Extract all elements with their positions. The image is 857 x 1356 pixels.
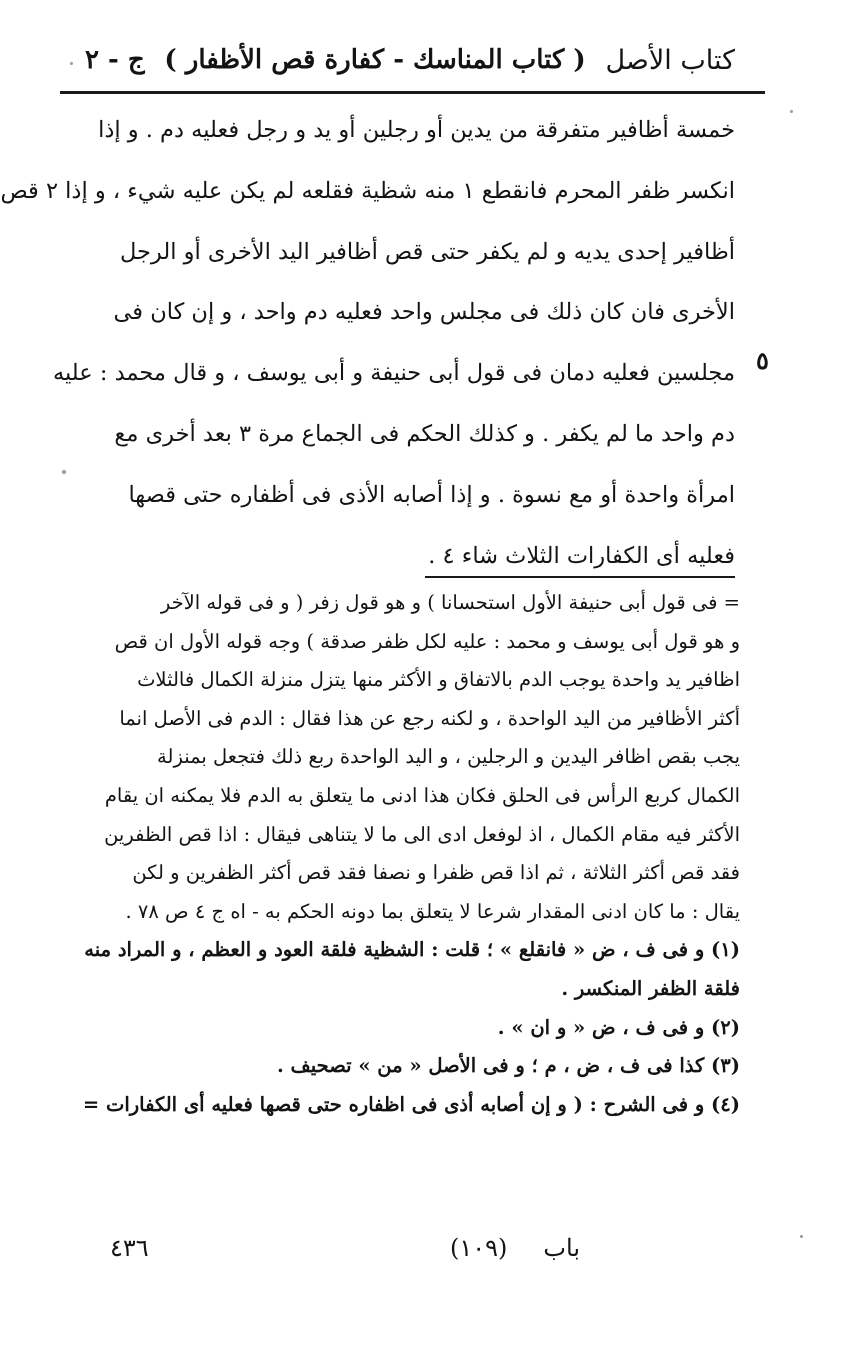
- section-title: ( كتاب المناسك - كفارة قص الأظفار ): [164, 45, 586, 75]
- page-footer: [110, 1228, 580, 1268]
- next-section-number: (١٠٩): [449, 1234, 508, 1262]
- book-title: كتاب الأصل: [605, 44, 735, 76]
- footnote-line: فلقة الظفر المنكسر .: [561, 976, 740, 1000]
- scan-speck: [790, 110, 793, 113]
- main-text-line: دم واحد ما لم يكفر . و كذلك الحكم فى الجماع مرة ٣ بعد أخرى مع: [114, 420, 735, 447]
- margin-line-number: ٥: [756, 346, 769, 375]
- footnote-line: (١) و فى ف ، ض « فانقلع » ؛ قلت : الشظية فلقة العود و العظم ، و المراد منه: [84, 938, 740, 962]
- commentary-line: الكمال كربع الرأس فى الحلق فكان هذا ادنى ما يتعلق به الدم فلا يمكنه ان يقام: [104, 783, 740, 807]
- page-number: ٤٣٦: [110, 1234, 149, 1262]
- commentary-line: يجب بقص اظافر اليدين و الرجلين ، و اليد الواحدة ربع ذلك فتجعل بمنزلة: [157, 745, 740, 769]
- header-rule: [60, 91, 765, 94]
- main-text: [0, 100, 735, 586]
- main-text-line: انكسر ظفر المحرم فانقطع ١ منه شظية فقلعه لم يكن عليه شيء ، و إذا ٢ قص: [0, 177, 735, 204]
- part-number: ج - ٢: [85, 45, 145, 75]
- main-text-line: الأخرى فان كان ذلك فى مجلس واحد فعليه دم واحد ، و إن كان فى: [113, 299, 735, 326]
- main-text-line: خمسة أظافير متفرقة من يدين أو رجلين أو يد و رجل فعليه دم . و إذا: [98, 117, 735, 143]
- main-text-line: امرأة واحدة أو مع نسوة . و إذا أصابه الأذى فى أظفاره حتى قصها: [128, 481, 735, 508]
- footnote-line: (٢) و فى ف ، ض « و ان » .: [497, 1015, 740, 1039]
- main-text-line: فعليه أى الكفارات الثلاث شاء ٤ .: [428, 542, 735, 569]
- commentary-line: و هو قول أبى يوسف و محمد : عليه لكل ظفر صدقة ) وجه قوله الأول ان قص: [114, 629, 740, 653]
- footnote-line: (٣) كذا فى ف ، ض ، م ؛ و فى الأصل « من » تصحيف .: [276, 1054, 740, 1078]
- footnote-line: (٤) و فى الشرح : ( و إن أصابه أذى فى اظفاره حتى قصها فعليه أى الكفارات =: [82, 1092, 740, 1116]
- scan-speck: [800, 1235, 803, 1238]
- scan-speck: [62, 470, 66, 474]
- commentary-line: أكثر الأظافير من اليد الواحدة ، و لكنه رجع عن هذا فقال : الدم فى الأصل انما: [119, 706, 740, 730]
- footnotes-section: [80, 584, 740, 1124]
- running-header: [85, 30, 735, 90]
- main-text-line: مجلسين فعليه دمان فى قول أبى حنيفة و أبى يوسف ، و قال محمد : عليه: [52, 360, 735, 387]
- scan-speck: [70, 62, 73, 65]
- catchword: باب: [543, 1234, 580, 1262]
- commentary-line: يقال : ما كان ادنى المقدار شرعا لا يتعلق بما دونه الحكم به - اه ج ٤ ص ٧٨ .: [125, 899, 740, 923]
- commentary-line: اظافير يد واحدة يوجب الدم بالاتفاق و الأكثر منها يتزل منزلة الكمال فالثلاث: [137, 668, 740, 692]
- commentary-line: فقد قص أكثر الثلاثة ، ثم اذا قص ظفرا و نصفا فقد قص أكثر الظفرين و لكن: [132, 861, 740, 885]
- commentary-line: الأكثر فيه مقام الكمال ، اذ لوفعل ادى الى ما لا يتناهى فيقال : اذا قص الظفرين: [104, 822, 740, 846]
- commentary-line: = فى قول أبى حنيفة الأول استحسانا ) و هو قول زفر ( و فى قوله الآخر: [160, 591, 740, 614]
- main-text-line: أظافير إحدى يديه و لم يكفر حتى قص أظافير اليد الأخرى أو الرجل: [119, 238, 735, 265]
- footnote-rule: [425, 576, 735, 578]
